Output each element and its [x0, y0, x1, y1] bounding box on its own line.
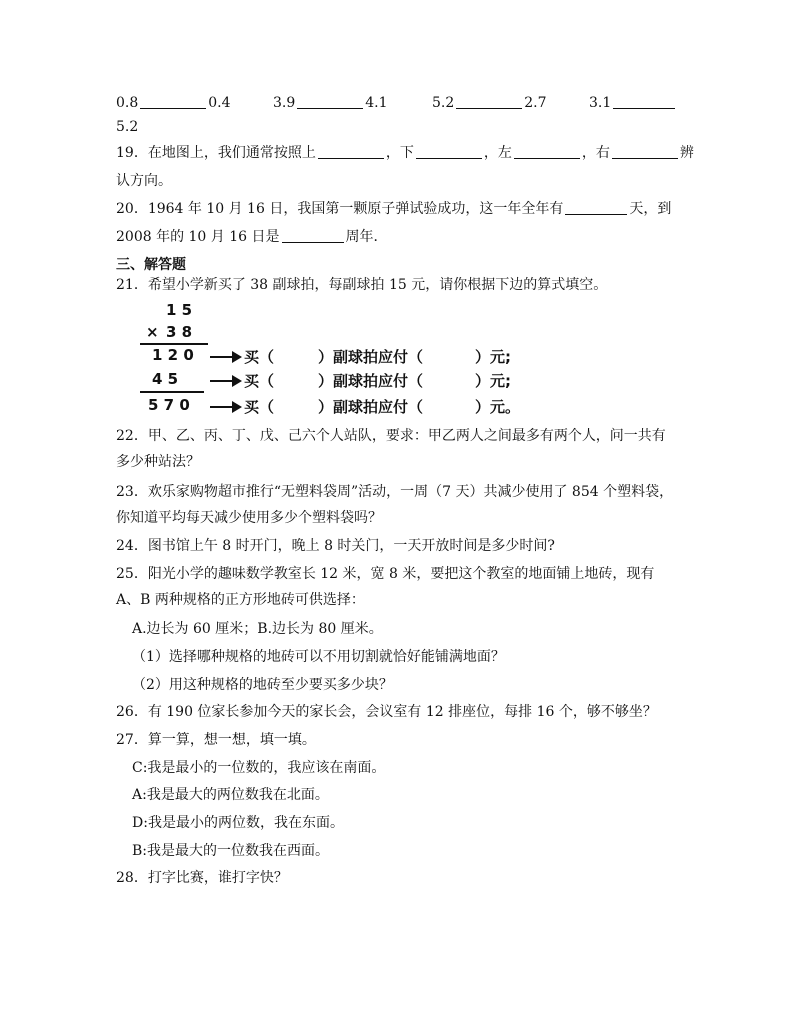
multiplier: 3 8	[166, 323, 193, 341]
q25-line-4: （1）选择哪种规格的地砖可以不用切割就恰好能铺满地面？	[132, 649, 505, 665]
fill-row-3	[244, 396, 520, 417]
q20-text: 20．1964 年 10 月 16 日，我国第一颗原子弹试验成功，这一年全年有	[116, 201, 564, 217]
times-sign: ×	[146, 323, 159, 341]
q19-text: 辨	[679, 145, 694, 161]
arrow-icon	[210, 406, 240, 408]
row-text: 买（	[244, 348, 275, 366]
q18-item-4	[589, 94, 677, 112]
row-text: ）元;	[475, 348, 512, 366]
row-text: ）元。	[475, 398, 521, 416]
q20-text: 周年．	[345, 229, 388, 245]
q27-clue-c: C:我是最小的一位数的，我应该在南面。	[132, 760, 386, 776]
q19-text: 19．在地图上，我们通常按照上	[116, 145, 316, 161]
q20-text: 天，到	[629, 201, 672, 217]
partial-product-1: 1 2 0	[152, 346, 194, 364]
arrow-icon	[210, 380, 240, 382]
q19-line-2: 认方向。	[116, 173, 172, 189]
q18-right: 0.4	[208, 95, 231, 111]
row-text: 买（	[244, 372, 275, 390]
q18-left: 0.8	[116, 95, 139, 111]
answer-blank[interactable]	[416, 144, 482, 159]
answer-blank[interactable]	[456, 94, 522, 109]
q22-line-2: 多少种站法？	[116, 454, 200, 470]
partial-product-2: 4 5	[152, 370, 179, 388]
q23-line-1: 23．欢乐家购物超市推行“无塑料袋周”活动，一周（7 天）共减少使用了 854 个塑料袋，	[116, 484, 674, 500]
q19-text: ，下	[385, 145, 414, 161]
q21-text: 21．希望小学新买了 38 副球拍，每副球拍 15 元，请你根据下边的算式填空。	[116, 277, 608, 293]
section-title: 三、解答题	[116, 257, 186, 273]
q18-left: 3.9	[273, 95, 296, 111]
answer-blank[interactable]	[297, 94, 363, 109]
q25-line-1: 25．阳光小学的趣味数学教室长 12 米，宽 8 米，要把这个教室的地面铺上地砖，现有	[116, 566, 655, 582]
q18-left: 5.2	[432, 95, 455, 111]
answer-blank[interactable]	[318, 144, 384, 159]
q23-line-2: 你知道平均每天减少使用多少个塑料袋吗？	[116, 510, 382, 526]
q24-text: 24．图书馆上午 8 时开门，晚上 8 时关门，一天开放时间是多少时间?	[116, 538, 555, 554]
q19-text: ，左	[483, 145, 512, 161]
answer-blank[interactable]	[565, 200, 627, 215]
q25-line-2: A、B 两种规格的正方形地砖可供选择：	[116, 592, 365, 608]
q27-clue-b: B:我是最大的一位数我在西面。	[132, 843, 330, 859]
row-text: ）副球拍应付（	[318, 348, 424, 366]
row-text: ）副球拍应付（	[318, 398, 424, 416]
q20-line-2	[116, 228, 388, 246]
row-text: ）副球拍应付（	[318, 372, 424, 390]
answer-blank[interactable]	[514, 144, 580, 159]
answer-blank[interactable]	[612, 144, 678, 159]
q22-line-1: 22．甲、乙、丙、丁、戊、己六个人站队，要求：甲乙两人之间最多有两个人，问一共有	[116, 428, 666, 444]
fill-row-1	[244, 346, 511, 367]
answer-blank[interactable]	[282, 228, 344, 243]
q26-text: 26．有 190 位家长参加今天的家长会，会议室有 12 排座位，每排 16 个，够不够坐？	[116, 704, 657, 720]
q25-line-3: A.边长为 60 厘米；B.边长为 80 厘米。	[132, 621, 383, 637]
q27-line-1: 27．算一算，想一想，填一填。	[116, 732, 316, 748]
q27-clue-a: A:我是最大的两位数我在北面。	[132, 787, 329, 803]
q18-wrap: 5.2	[116, 119, 139, 135]
q25-line-5: （2）用这种规格的地砖至少要买多少块？	[132, 677, 393, 693]
calc-rule	[140, 343, 208, 345]
arrow-icon	[210, 356, 240, 358]
q18-right: 4.1	[365, 95, 388, 111]
product-result: 5 7 0	[148, 396, 190, 414]
q18-right: 2.7	[524, 95, 547, 111]
q19-text: ，右	[581, 145, 610, 161]
fill-row-2	[244, 370, 511, 391]
q18-item-3	[432, 94, 547, 112]
answer-blank[interactable]	[613, 94, 675, 109]
q28-text: 28．打字比赛，谁打字快？	[116, 870, 288, 886]
q18-left: 3.1	[589, 95, 612, 111]
answer-blank[interactable]	[140, 94, 206, 109]
q20-line-1	[116, 200, 671, 218]
q19-line-1	[116, 144, 694, 162]
q27-clue-d: D:我是最小的两位数，我在东面。	[132, 815, 344, 831]
multiplicand: 1 5	[166, 301, 193, 319]
calc-rule	[140, 391, 204, 393]
q20-text: 2008 年的 10 月 16 日是	[116, 229, 280, 245]
q18-item-1	[116, 94, 231, 112]
row-text: 买（	[244, 398, 275, 416]
q18-item-2	[273, 94, 388, 112]
row-text: ）元;	[475, 372, 512, 390]
